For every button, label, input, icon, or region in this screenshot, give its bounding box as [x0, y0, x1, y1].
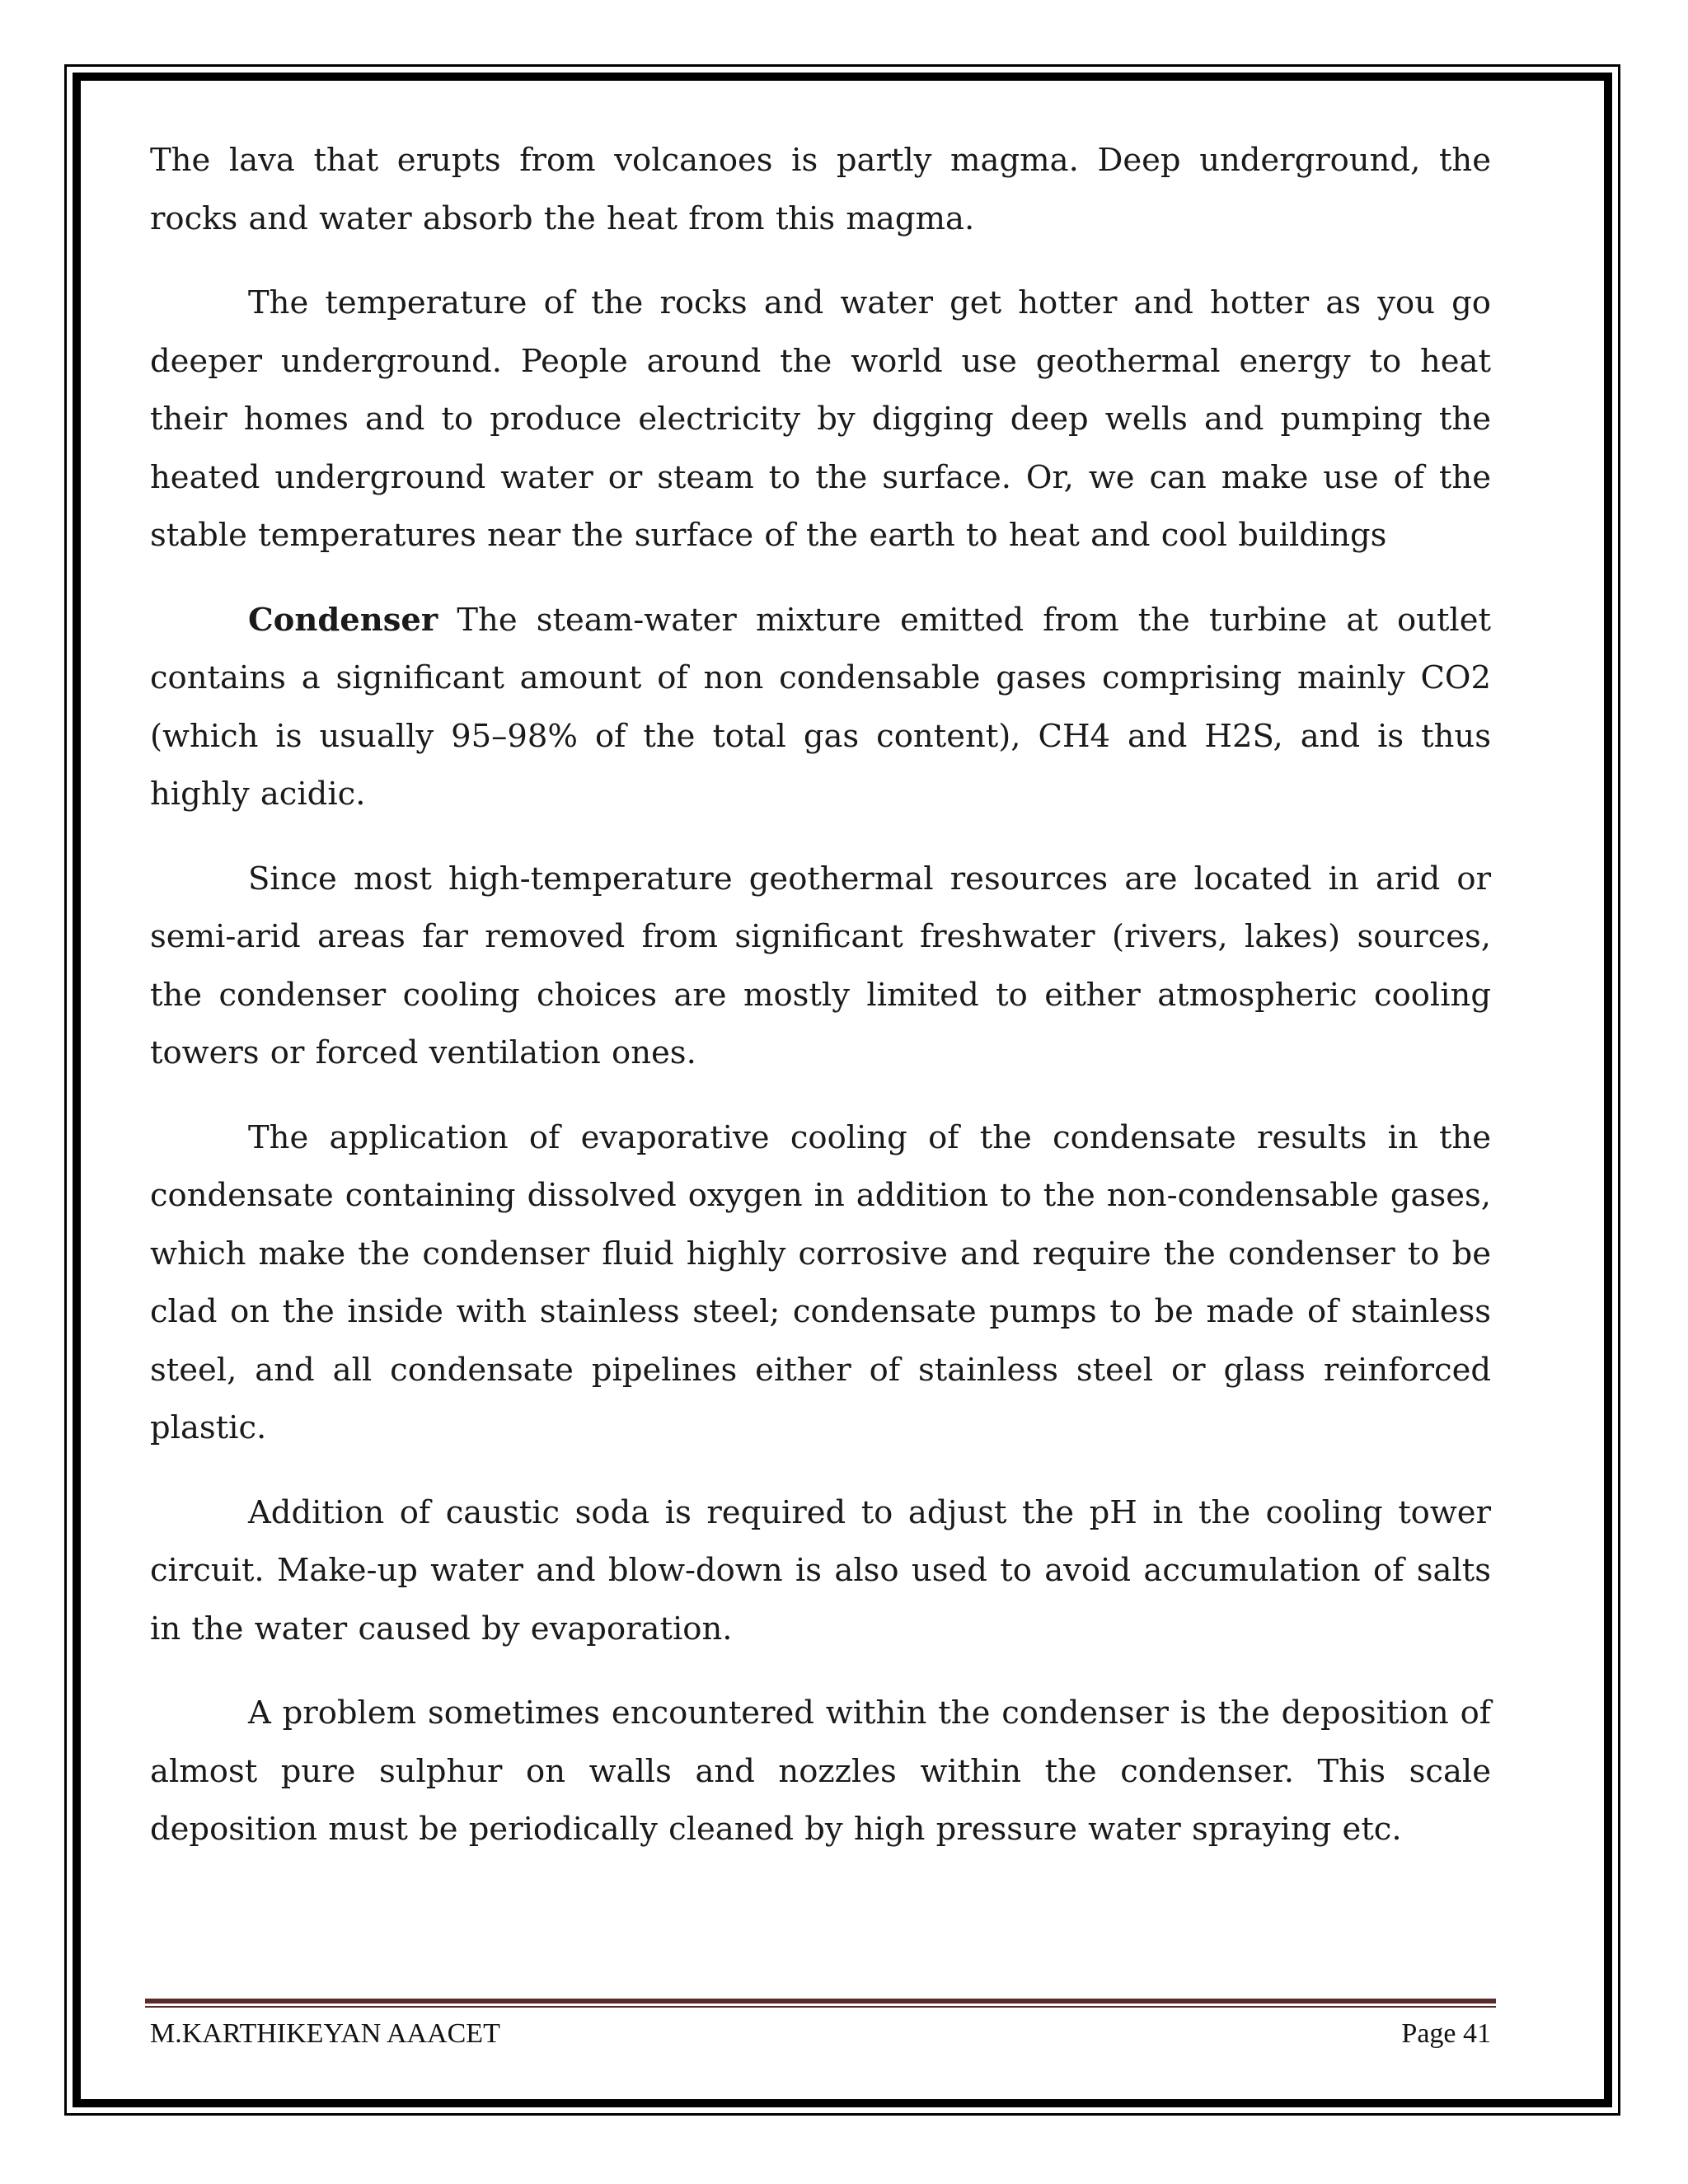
- paragraph-text: Since most high-temperature geothermal resources are located in arid or semi-arid areas far removed from significant freshwater (rivers, lakes) sources, the condenser cooling choices are mostly limited to either atmospheric cooling towers or forced ventilation ones.: [150, 860, 1491, 1071]
- page-footer: [150, 2016, 1491, 2052]
- paragraph-lava: [150, 132, 1491, 248]
- paragraph-text: The application of evaporative cooling of the condensate results in the condensate containing dissolved oxygen in addition to the non-condensable gases, which make the condenser fluid highly corrosive and require the condenser to be clad on the inside with stainless steel; condensate pumps to be made of stainless steel, and all condensate pipelines either of stainless steel or glass reinforced plastic.: [150, 1118, 1491, 1446]
- paragraph-text: The lava that erupts from volcanoes is partly magma. Deep underground, the rocks and water absorb the heat from this magma.: [150, 142, 1491, 237]
- page-body: [150, 132, 1491, 1886]
- footer-rule-thin: [145, 2006, 1496, 2008]
- paragraph-lead-heading: Condenser: [248, 601, 438, 639]
- paragraph-temperature: [150, 274, 1491, 565]
- footer-author: M.KARTHIKEYAN AAACET: [150, 2018, 500, 2049]
- paragraph-text: A problem sometimes encountered within the condenser is the deposition of almost pure sulphur on walls and nozzles within the condenser. This scale deposition must be periodically cleaned by high pressure water spraying etc.: [150, 1694, 1491, 1848]
- footer-rule-thick: [145, 1999, 1496, 2004]
- paragraph-sulphur-deposition: [150, 1685, 1491, 1859]
- paragraph-cooling-choices: [150, 851, 1491, 1083]
- paragraph-condenser: [150, 592, 1491, 824]
- paragraph-text: Addition of caustic soda is required to adjust the pH in the cooling tower circuit. Make-up water and blow-down is also used to avoid accumulation of salts in the water caused by evaporation.: [150, 1493, 1491, 1647]
- paragraph-evaporative-cooling: [150, 1109, 1491, 1458]
- paragraph-caustic-soda: [150, 1484, 1491, 1659]
- paragraph-text: The temperature of the rocks and water get hotter and hotter as you go deeper underground. People around the world use geothermal energy to heat their homes and to produce electricity by digging deep wells and pumping the heated underground water or steam to the surface. Or, we can make use of the stable temperatures near the surface of the earth to heat and cool buildings: [150, 284, 1491, 554]
- footer-page-number: Page 41: [1401, 2018, 1491, 2049]
- paragraph-text: The steam-water mixture emitted from the turbine at outlet contains a significant amount of non condensable gases comprising mainly CO2 (which is usually 95–98% of the total gas content), CH4 and H2S, and is thus highly acidic.: [150, 601, 1491, 813]
